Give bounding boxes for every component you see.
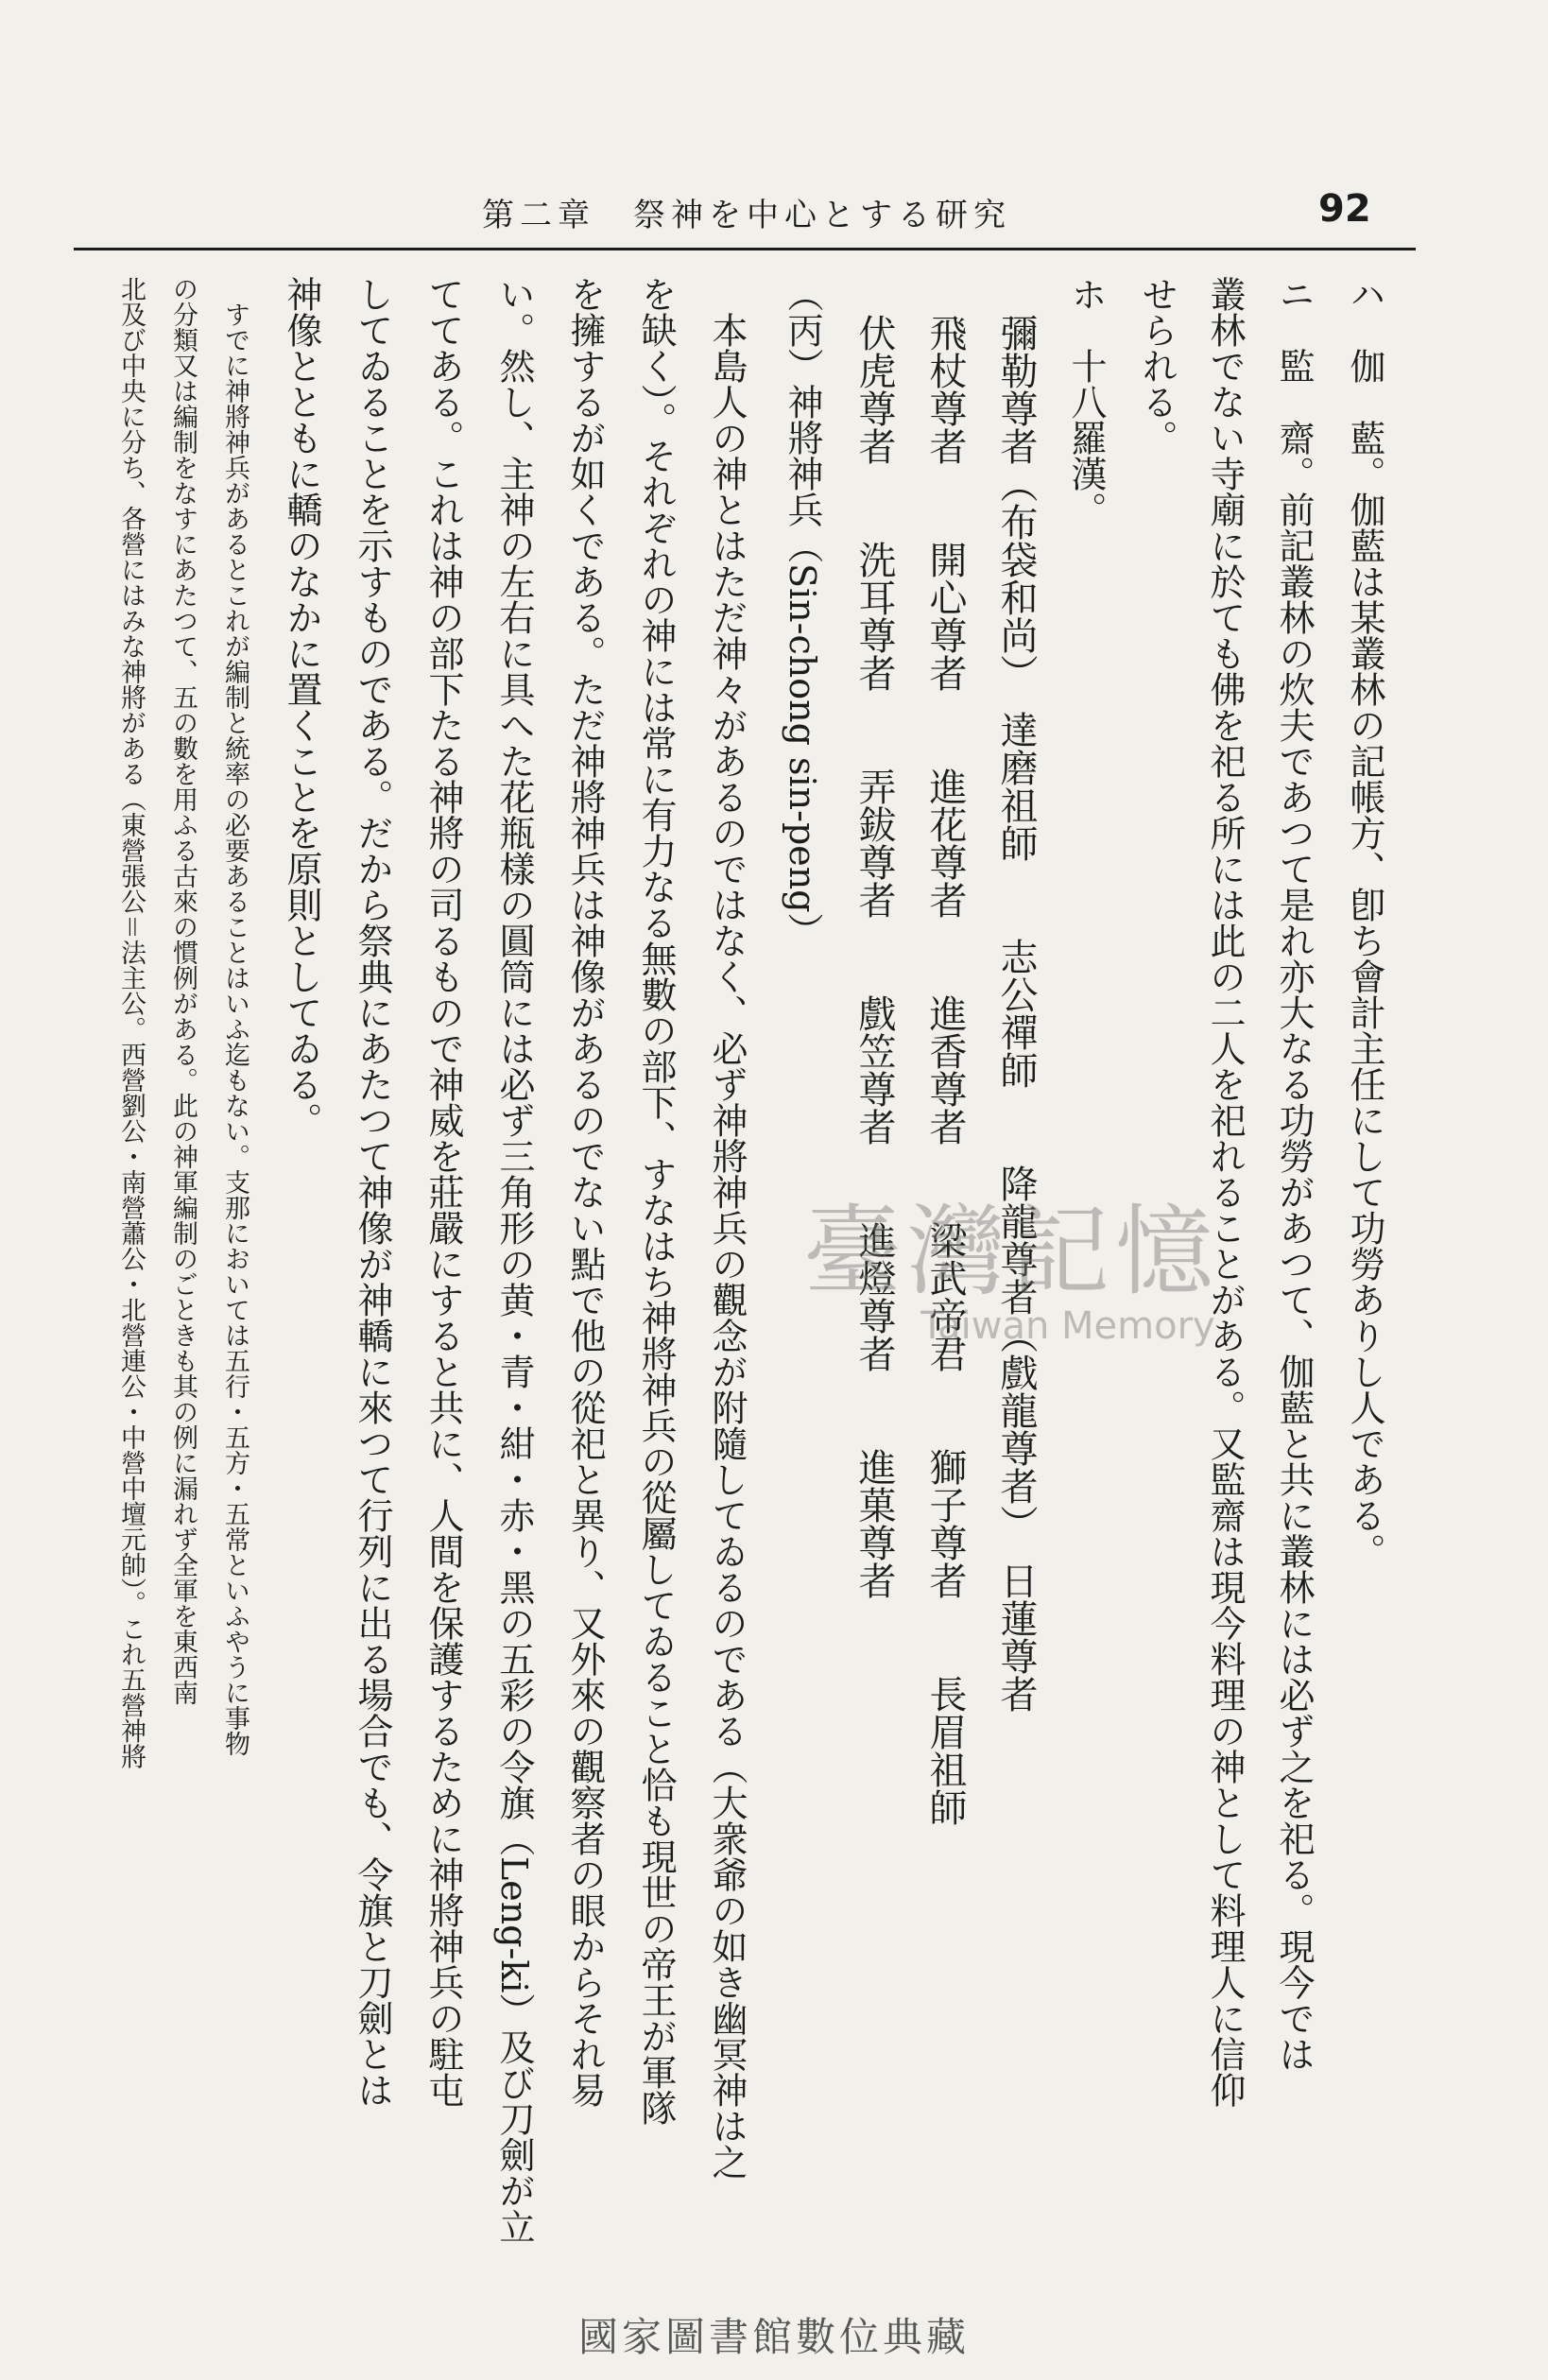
page-number: 92 — [1318, 187, 1371, 231]
text-column: せられる。 — [1136, 276, 1178, 456]
text-column: を缺く）。それぞれの神には常に有力なる無數の部下、すなはち神將神兵の從屬してゐること恰も現世の帝王が軍隊 — [635, 276, 677, 2126]
note-column: の分類又は編制をなすにあたつて、五の數を用ふる古來の慣例がある。此の神軍編制のごときも其の例に漏れず全軍を東西南 — [168, 276, 198, 1705]
watermark-main: 臺灣記憶 — [802, 1194, 1219, 1309]
text-column: ハ 伽 藍。伽藍は某叢林の記帳方、卽ち會計主任にして功勞ありし人である。 — [1344, 276, 1385, 1569]
text-column: を擁するが如くである。ただ神將神兵は神像があるのでない點で他の從祀と異り、又外來の觀察者の眼からそれ易 — [564, 276, 606, 2108]
text-column: い。然し、主神の左右に具へた花瓶樣の圓筒には必ず三角形の黄・青・紺・赤・黑の五彩の令旗（Leng-ki）及び刀劍が立 — [493, 276, 535, 2245]
header-rule — [74, 248, 1416, 250]
text-column: ててある。これは神の部下たる神將の司るもので神威を莊嚴にすると共に、人間を保護するために神將神兵の駐屯 — [422, 276, 464, 2108]
watermark-sub: Taiwan Memory — [920, 1304, 1215, 1348]
arhat-name-column: 飛杖尊者 開心尊者 進花尊者 進香尊者 梁武帝君 獅子尊者 長眉祖師 — [923, 276, 967, 1826]
arhat-name-column: 伏虎尊者 洗耳尊者 弄鈸尊者 戲笠尊者 進燈尊者 進菓尊者 — [852, 276, 896, 1599]
arhat-name-column: 彌勒尊者（布袋和尚） 達磨祖師 志公禪師 降龍尊者（戲龍尊者） 日蓮尊者 — [994, 276, 1038, 1713]
text-column: してゐることを示すものである。だから祭典にあたつて神像が神轎に來つて行列に出る場合でも、令旗と刀劍とは — [352, 276, 393, 2108]
footer-credit: 國家圖書館數位典藏 — [577, 2314, 970, 2360]
text-column: ニ 監 齋。前記叢林の炊夫であつて是れ亦大なる功勞があつて、伽藍と共に叢林には必ず之を祀る。現今では — [1273, 276, 1315, 2072]
running-title: 第二章 祭神を中心とする研究 — [482, 197, 1011, 234]
text-column: 神像とともに轎のなかに置くことを原則としてゐる。 — [281, 276, 322, 1138]
body-text — [113, 276, 1408, 2245]
note-column: すでに神將神兵があるとこれが編制と統率の必要あることはいふ迄もない。支那においては五行・五方・五常といふやうに事物 — [220, 276, 249, 1756]
text-column: ホ 十八羅漢。 — [1065, 276, 1107, 527]
text-column: 本島人の神とはただ神々があるのではなく、必ず神將神兵の觀念が附隨してゐるのである（大衆爺の如き幽冥神は之 — [706, 276, 748, 2180]
text-column: 叢林でない寺廟に於ても佛を祀る所には此の二人を祀れることがある。又監齋は現今料理の神として料理人に信仰 — [1204, 276, 1246, 2108]
section-heading: （丙）神將神兵（Sin-chong sin-peng） — [782, 276, 823, 949]
note-column: 北及び中央に分ち、各營にはみな神將がある（東營張公＝法主公。西營劉公・南營蕭公・北營連公・中營中壇元帥）。これ五營神將 — [116, 276, 146, 1769]
